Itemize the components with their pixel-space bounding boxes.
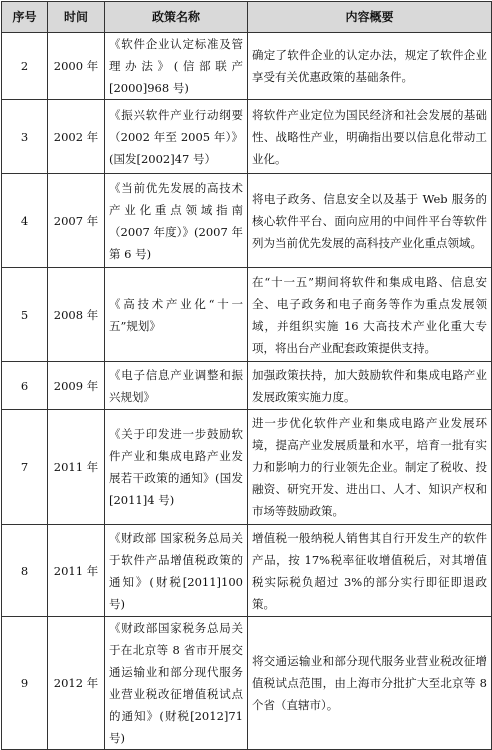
row-year: 2008 年 bbox=[48, 268, 105, 362]
table-row bbox=[2, 100, 492, 174]
row-no: 7 bbox=[2, 410, 48, 525]
row-content: 将软件产业定位为国民经济和社会发展的基础性、战略性产业，明确指出要以信息化带动工业化。 bbox=[248, 100, 492, 174]
row-content: 进一步优化软件产业和集成电路产业发展环境，提高产业发展质量和水平，培育一批有实力和影响力的行业领先企业。制定了税收、投融资、研究开发、进出口、人才、知识产权和市场等鼓励政策。 bbox=[248, 410, 492, 525]
row-policy-name: 《财政部国家税务总局关于在北京等 8 省市开展交通运输业和部分现代服务业营业税改征增值税试点的通知》(财税[2012]71 号) bbox=[105, 617, 248, 750]
row-year: 2012 年 bbox=[48, 617, 105, 750]
row-content: 在“十一五”期间将软件和集成电路、信息安全、电子政务和电子商务等作为重点发展领域，并组织实施 16 大高技术产业化重大专项，将出台产业配套政策提供支持。 bbox=[248, 268, 492, 362]
header-no: 序号 bbox=[2, 2, 48, 33]
header-row bbox=[2, 2, 492, 33]
row-policy-name: 《财政部 国家税务总局关于软件产品增值税政策的通知》(财税[2011]100 号) bbox=[105, 525, 248, 617]
row-year: 2007 年 bbox=[48, 174, 105, 268]
row-no: 9 bbox=[2, 617, 48, 750]
row-content: 加强政策扶持，加大鼓励软件和集成电路产业发展政策实施力度。 bbox=[248, 362, 492, 410]
row-no: 3 bbox=[2, 100, 48, 174]
table-row bbox=[2, 362, 492, 410]
row-policy-name: 《高技术产业化“十一五”规划》 bbox=[105, 268, 248, 362]
row-no: 6 bbox=[2, 362, 48, 410]
row-policy-name: 《电子信息产业调整和振兴规划》 bbox=[105, 362, 248, 410]
row-no: 2 bbox=[2, 33, 48, 100]
table-row bbox=[2, 410, 492, 525]
row-no: 4 bbox=[2, 174, 48, 268]
row-policy-name: 《当前优先发展的高技术产业化重点领域指南（2007 年度）》(2007 年第 6 号) bbox=[105, 174, 248, 268]
table-row bbox=[2, 33, 492, 100]
row-year: 2011 年 bbox=[48, 410, 105, 525]
table-row bbox=[2, 268, 492, 362]
row-no: 8 bbox=[2, 525, 48, 617]
table-row bbox=[2, 525, 492, 617]
header-name: 政策名称 bbox=[105, 2, 248, 33]
row-policy-name: 《关于印发进一步鼓励软件产业和集成电路产业发展若干政策的通知》(国发[2011]4 号) bbox=[105, 410, 248, 525]
row-policy-name: 《振兴软件产业行动纲要（2002 年至 2005 年）》(国发[2002]47 号） bbox=[105, 100, 248, 174]
row-no: 5 bbox=[2, 268, 48, 362]
table-row bbox=[2, 617, 492, 750]
row-year: 2000 年 bbox=[48, 33, 105, 100]
header-year: 时间 bbox=[48, 2, 105, 33]
row-content: 增值税一般纳税人销售其自行开发生产的软件产品，按 17%税率征收增值税后，对其增值税实际税负超过 3%的部分实行即征即退政策。 bbox=[248, 525, 492, 617]
row-policy-name: 《软件企业认定标准及管理办法》(信部联产[2000]968 号) bbox=[105, 33, 248, 100]
row-year: 2009 年 bbox=[48, 362, 105, 410]
row-content: 确定了软件企业的认定办法，规定了软件企业享受有关优惠政策的基础条件。 bbox=[248, 33, 492, 100]
row-year: 2011 年 bbox=[48, 525, 105, 617]
row-year: 2002 年 bbox=[48, 100, 105, 174]
policy-table bbox=[1, 1, 492, 750]
table-row bbox=[2, 174, 492, 268]
header-content: 内容概要 bbox=[248, 2, 492, 33]
row-content: 将电子政务、信息安全以及基于 Web 服务的核心软件平台、面向应用的中间件平台等软件列为当前优先发展的高科技产业化重点领域。 bbox=[248, 174, 492, 268]
row-content: 将交通运输业和部分现代服务业营业税改征增值税试点范围，由上海市分批扩大至北京等 8 个省（直辖市）。 bbox=[248, 617, 492, 750]
